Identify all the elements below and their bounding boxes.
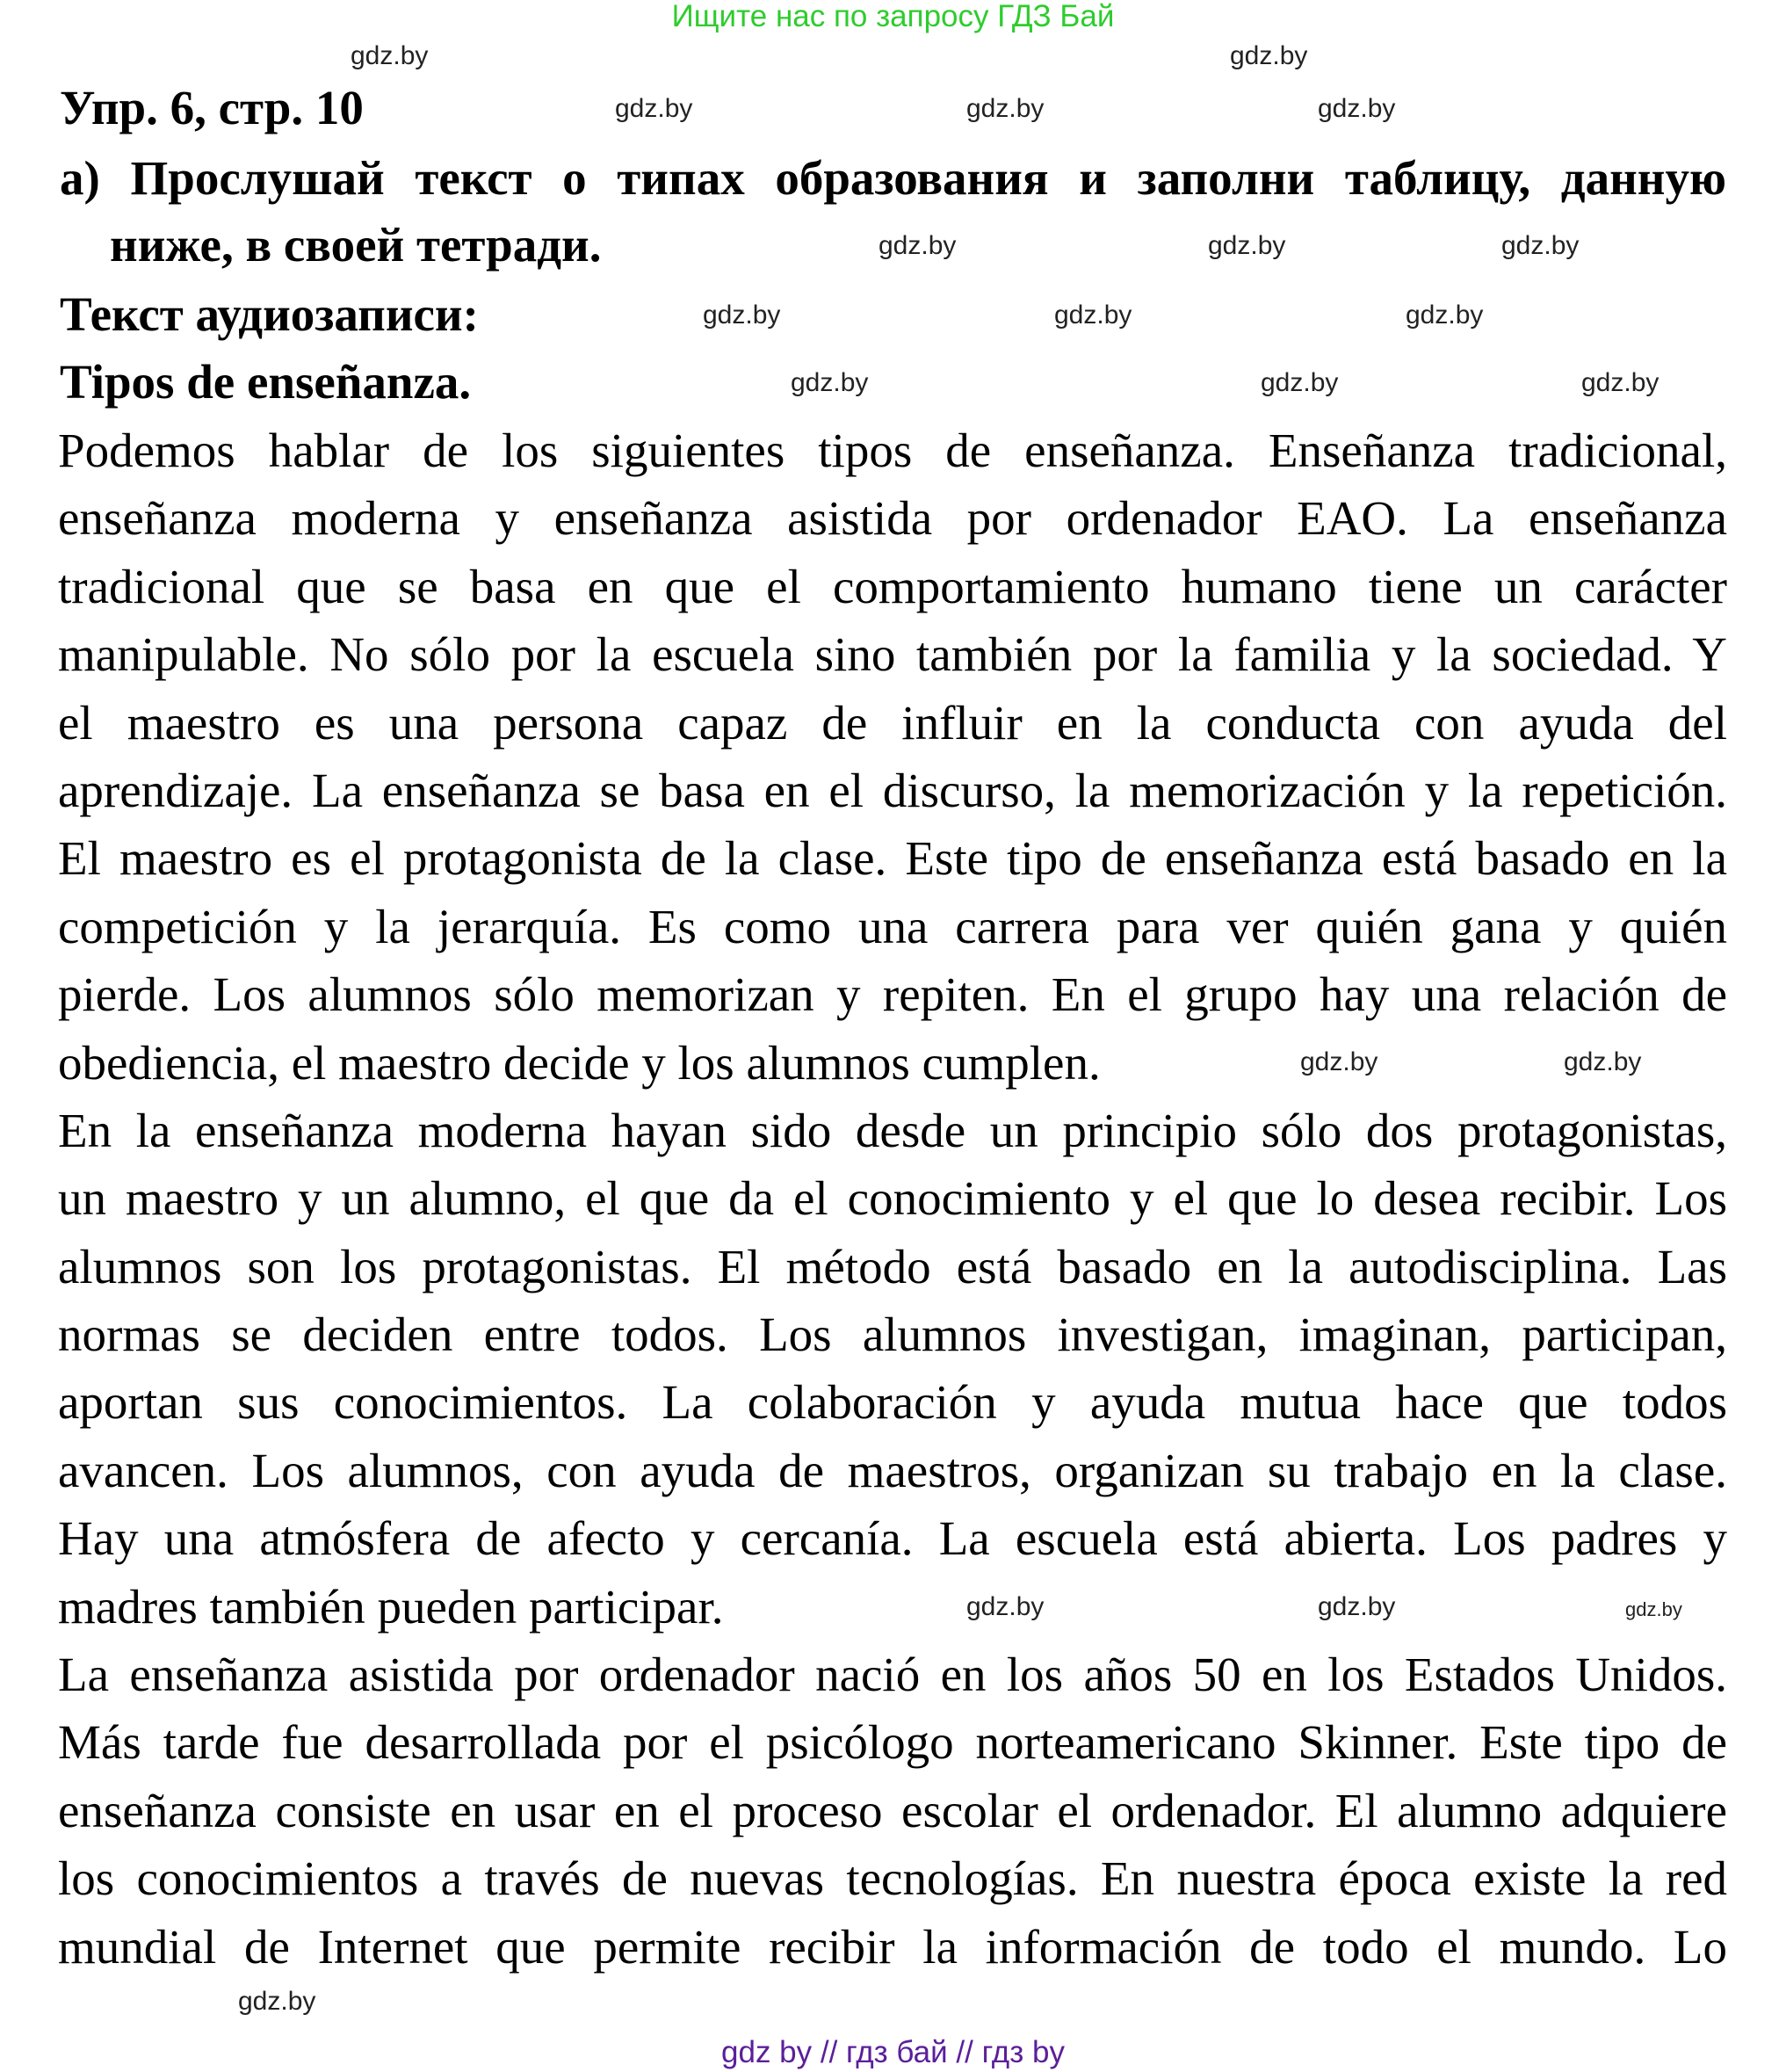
text-line: Más tarde fue desarrollada por el psicólogo norteamericano Skinner. Este tipo de: [58, 1715, 1727, 1770]
text-line: obediencia, el maestro decide y los alumnos cumplen.: [58, 1035, 1101, 1090]
text-line: manipulable. No sólo por la escuela sino también por la familia y la sociedad. Y: [58, 627, 1727, 682]
text-line: Hay una atmósfera de afecto y cercanía. La escuela está abierta. Los padres y: [58, 1511, 1727, 1566]
watermark: gdz.by: [1564, 1047, 1642, 1076]
watermark: gdz.by: [351, 41, 429, 70]
text-title: Tipos de enseñanza.: [60, 355, 472, 409]
text-line: La enseñanza asistida por ordenador nació en los años 50 en los Estados Unidos.: [58, 1648, 1727, 1702]
watermark: gdz.by: [1261, 368, 1339, 397]
watermark: gdz.by: [1054, 301, 1132, 330]
text-line: normas se deciden entre todos. Los alumnos investigan, imaginan, participan,: [58, 1308, 1727, 1362]
watermark: gdz.by: [1625, 1598, 1682, 1620]
watermark: gdz.by: [1318, 94, 1396, 123]
text-line: mundial de Internet que permite recibir la información de todo el mundo. Lo: [58, 1919, 1727, 1974]
search-banner[interactable]: Ищите нас по запросу ГДЗ Бай: [671, 0, 1115, 33]
watermark: gdz.by: [703, 301, 781, 330]
watermark: gdz.by: [1318, 1592, 1396, 1621]
exercise-title: Упр. 6, стр. 10: [60, 81, 364, 134]
task-line-2: ниже, в своей тетради.: [110, 218, 602, 272]
text-line: tradicional que se basa en que el comportamiento humano tiene un carácter: [58, 559, 1727, 613]
text-line: el maestro es una persona capaz de influir en la conducta con ayuda del: [58, 695, 1727, 750]
watermark: gdz.by: [1230, 41, 1308, 70]
watermark: gdz.by: [879, 231, 957, 260]
text-line: aprendizaje. La enseñanza se basa en el discurso, la memorización y la repetición.: [58, 763, 1727, 817]
text-line: un maestro y un alumno, el que da el conocimiento y el que lo desea recibir. Los: [58, 1171, 1727, 1226]
watermark: gdz.by: [1406, 301, 1484, 330]
text-line: El maestro es el protagonista de la clase. Este tipo de enseñanza está basado en la: [58, 831, 1727, 886]
task-line-1: а) Прослушай текст о типах образования и заполни таблицу, данную: [60, 151, 1726, 205]
watermark: gdz.by: [1581, 368, 1659, 397]
audio-text-body: [58, 417, 1727, 1981]
text-line: alumnos son los protagonistas. El método está basado en la autodisciplina. Las: [58, 1239, 1727, 1293]
watermark: gdz.by: [1208, 231, 1286, 260]
watermark: gdz.by: [966, 1592, 1045, 1621]
audio-heading: Текст аудиозаписи:: [60, 287, 479, 341]
text-line: enseñanza moderna y enseñanza asistida por ordenador EAO. La enseñanza: [58, 491, 1727, 546]
text-line: Podemos hablar de los siguientes tipos de enseñanza. Enseñanza tradicional,: [58, 424, 1727, 477]
text-line: enseñanza consiste en usar en el proceso escolar el ordenador. El alumno adquiere: [58, 1783, 1727, 1837]
watermark: gdz.by: [238, 1987, 316, 2016]
text-line: En la enseñanza moderna hayan sido desde un principio sólo dos protagonistas,: [58, 1103, 1727, 1157]
watermark: gdz.by: [1501, 231, 1580, 260]
text-line: pierde. Los alumnos sólo memorizan y repiten. En el grupo hay una relación de: [58, 967, 1727, 1022]
text-line: avancen. Los alumnos, con ayuda de maestros, organizan su trabajo en la clase.: [58, 1443, 1727, 1497]
text-line: aportan sus conocimientos. La colaboración y ayuda mutua hace que todos: [58, 1375, 1727, 1430]
watermark: gdz.by: [791, 368, 869, 397]
watermark: gdz.by: [966, 94, 1045, 123]
text-line: competición y la jerarquía. Es como una carrera para ver quién gana y quién: [58, 899, 1727, 953]
watermark: gdz.by: [1300, 1047, 1378, 1076]
watermark: gdz.by: [615, 94, 693, 123]
text-line: los conocimientos a través de nuevas tecnologías. En nuestra época existe la red: [58, 1851, 1727, 1906]
footer-links[interactable]: gdz by // гдз бай // гдз by: [721, 2035, 1065, 2069]
text-line: madres también pueden participar.: [58, 1579, 724, 1634]
